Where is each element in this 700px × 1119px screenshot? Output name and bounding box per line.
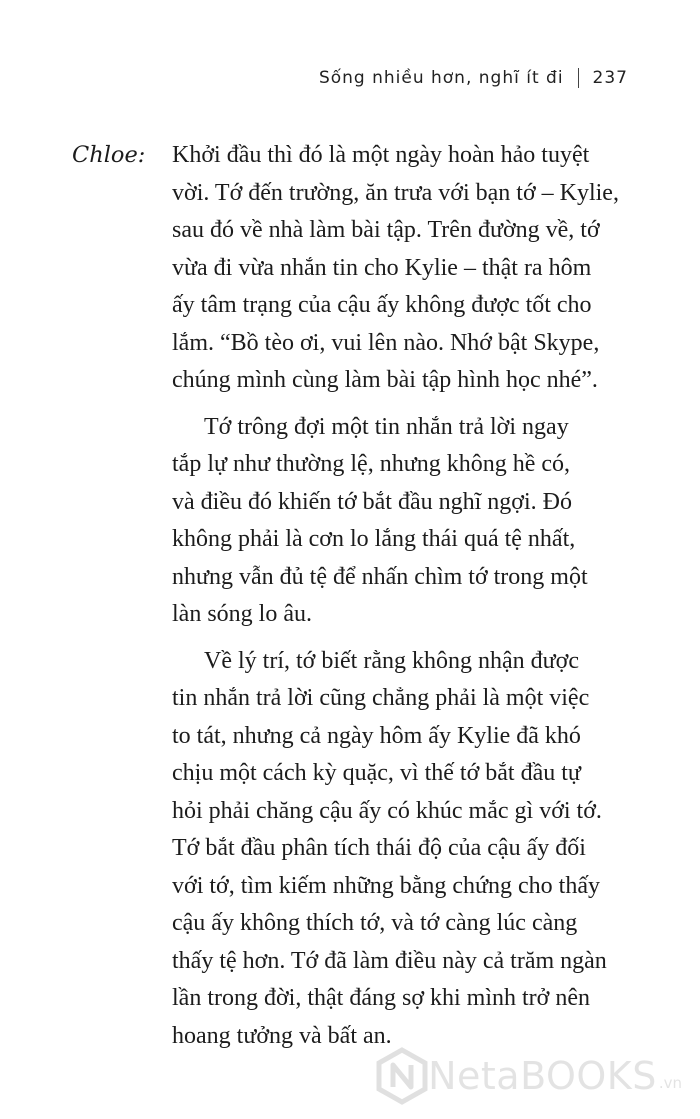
watermark-suffix: .vn — [658, 1074, 682, 1092]
text-line: nhưng vẫn đủ tệ để nhấn chìm tớ trong một — [172, 563, 588, 590]
text-line: Về lý trí, tớ biết rằng không nhận được — [204, 647, 579, 674]
text-line: không phải là cơn lo lắng thái quá tệ nhất, — [172, 526, 576, 552]
watermark-text: NetaBOOKS — [428, 1054, 657, 1098]
watermark — [376, 1047, 682, 1105]
text-line: chịu một cách kỳ quặc, vì thế tớ bắt đầu tự — [172, 760, 581, 786]
text-line: sau đó về nhà làm bài tập. Trên đường về, tớ — [172, 217, 600, 243]
text-line: Tớ trông đợi một tin nhắn trả lời ngay — [204, 413, 569, 440]
header-separator — [578, 68, 579, 88]
text-line: vừa đi vừa nhắn tin cho Kylie – thật ra hôm — [172, 254, 592, 281]
text-line: ấy tâm trạng của cậu ấy không được tốt cho — [172, 292, 592, 318]
text-line: tin nhắn trả lời cũng chẳng phải là một việc — [172, 685, 590, 711]
text-line: lắm. “Bồ tèo ơi, vui lên nào. Nhớ bật Skype, — [172, 329, 600, 356]
paragraph-2 — [172, 409, 632, 634]
text-line: hỏi phải chăng cậu ấy có khúc mắc gì với tớ. — [172, 797, 602, 824]
text-line: Tớ bắt đầu phân tích thái độ của cậu ấy đối — [172, 835, 586, 861]
text-line: với tớ, tìm kiếm những bằng chứng cho thấy — [172, 872, 601, 899]
running-header — [319, 64, 628, 92]
speaker-label: Chloe: — [72, 142, 146, 168]
netabooks-logo-icon — [376, 1047, 428, 1105]
running-title: Sống nhiều hơn, nghĩ ít đi — [318, 68, 564, 88]
text-line: chúng mình cùng làm bài tập hình học nhé”. — [172, 367, 598, 393]
text-line: cậu ấy không thích tớ, và tớ càng lúc càng — [172, 910, 578, 936]
text-line: Khởi đầu thì đó là một ngày hoàn hảo tuyệt — [172, 142, 590, 168]
page-number: 237 — [592, 68, 628, 88]
paragraph-1 — [172, 137, 632, 400]
text-line: thấy tệ hơn. Tớ đã làm điều này cả trăm ngàn — [172, 947, 607, 974]
text-line: lần trong đời, thật đáng sợ khi mình trở nên — [172, 985, 591, 1011]
text-line: làn sóng lo âu. — [172, 601, 312, 627]
paragraph-3 — [172, 643, 632, 1056]
text-line: to tát, nhưng cả ngày hôm ấy Kylie đã khó — [172, 722, 581, 749]
text-line: hoang tưởng và bất an. — [172, 1022, 392, 1049]
dialogue-body — [172, 137, 632, 1055]
text-line: vời. Tớ đến trường, ăn trưa với bạn tớ – Kylie, — [172, 179, 619, 206]
text-line: tắp lự như thường lệ, nhưng không hề có, — [172, 451, 571, 477]
text-line: và điều đó khiến tớ bắt đầu nghĩ ngợi. Đó — [172, 488, 572, 515]
